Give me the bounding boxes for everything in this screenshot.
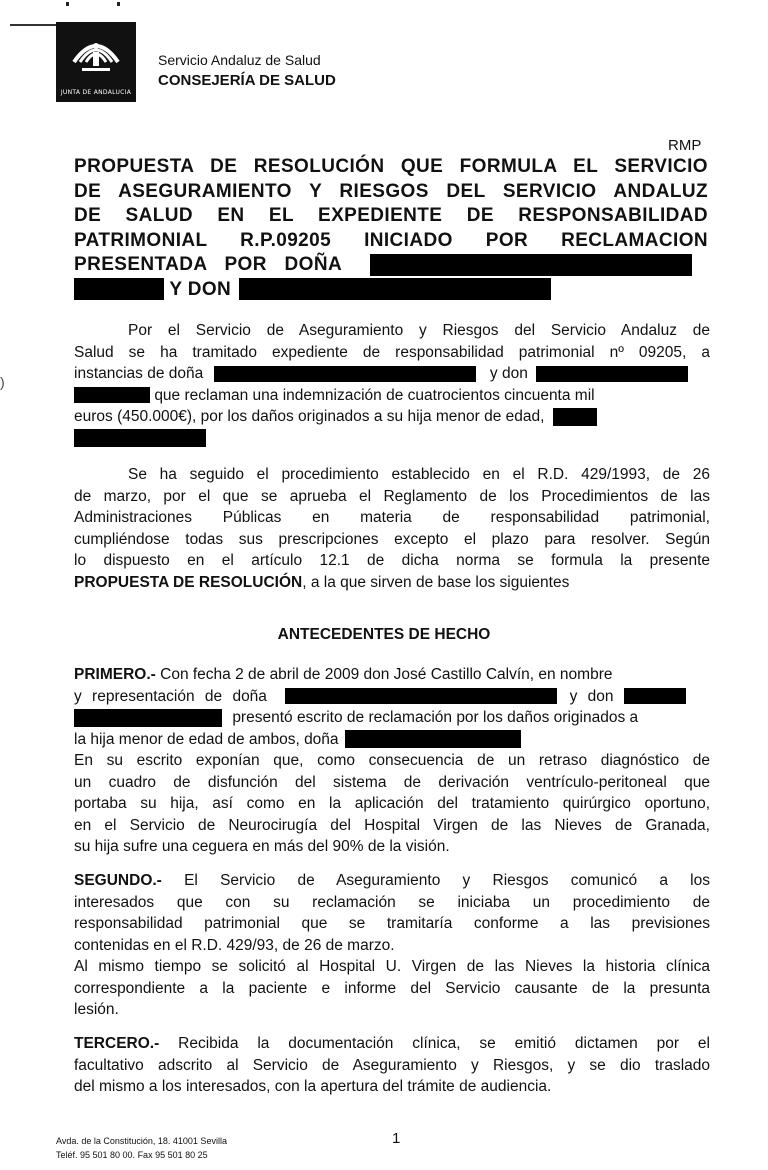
text-line — [74, 707, 710, 729]
text-fragment: la hija menor de edad de ambos, doña — [74, 730, 339, 748]
text-fragment: presentó escrito de reclamación por los daños originados a — [232, 709, 639, 726]
redacted-block — [239, 278, 551, 300]
reference-code: RMP — [668, 137, 702, 154]
text-line — [74, 870, 710, 892]
text-line — [74, 572, 710, 594]
text-line: interesados que con su reclamación se iniciaba un procedimiento de — [74, 893, 710, 911]
tercero-paragraph — [74, 1033, 710, 1098]
scan-artifact: ) — [0, 374, 5, 390]
junta-andalucia-logo — [56, 22, 136, 102]
text-line: Por el Servicio de Aseguramiento y Riesgos del Servicio Andaluz de — [128, 322, 710, 339]
segundo-paragraph — [74, 870, 710, 1021]
title-line — [74, 278, 708, 303]
text-fragment: Con fecha 2 de abril de 2009 don José Castillo Calvín, en nombre — [160, 666, 613, 683]
text-line: portaba su hija, así como en la aplicación del tratamiento quirúrgico oportuno, — [74, 795, 710, 812]
org-name: Servicio Andaluz de Salud — [158, 52, 321, 68]
redacted-block — [345, 730, 521, 748]
text-line: facultativo adscrito al Servicio de Aseguramiento y Riesgos, y se dio traslado — [74, 1056, 710, 1074]
page-number: 1 — [392, 1130, 401, 1147]
title-text: Y DON — [169, 278, 232, 300]
text-line: cumpliéndose todas sus prescripciones excepto el plazo para resolver. Según — [74, 530, 710, 548]
scan-artifact — [117, 2, 120, 6]
item-label: PRIMERO.- — [74, 666, 156, 683]
title-line: PATRIMONIAL R.P.09205 INICIADO POR RECLAMACION — [74, 229, 708, 251]
text-line: su hija sufre una ceguera en más del 90% de la visión. — [74, 838, 450, 855]
text-line: Administraciones Públicas en materia de responsabilidad patrimonial, — [74, 509, 710, 526]
text-fragment: Recibida la documentación clínica, se emitió dictamen por el — [178, 1035, 710, 1052]
emblem-icon — [56, 22, 136, 88]
text-fragment: El Servicio de Aseguramiento y Riesgos comunicó a los — [184, 872, 710, 889]
scan-artifact — [66, 2, 69, 6]
logo-caption: JUNTA DE ANDALUCIA — [60, 89, 132, 96]
document-title — [74, 155, 708, 302]
title-line: DE SALUD EN EL EXPEDIENTE DE RESPONSABILIDAD — [74, 205, 708, 226]
redacted-block — [536, 366, 688, 382]
text-fragment: , a la que sirven de base los siguientes — [302, 573, 570, 591]
text-line: un cuadro de disfunción del sistema de derivación ventrículo-peritoneal que — [74, 773, 710, 791]
text-line — [74, 406, 710, 428]
title-line: PROPUESTA DE RESOLUCIÓN QUE FORMULA EL SERVICIO — [74, 156, 708, 177]
text-fragment: que reclaman una indemnización de cuatrocientos cincuenta mil — [154, 386, 595, 404]
redacted-block — [74, 278, 164, 300]
text-line: en el Servicio de Neurocirugía del Hospital Virgen de las Nieves de Granada, — [74, 816, 710, 834]
text-line — [74, 664, 710, 686]
redacted-block — [553, 408, 597, 426]
text-line: lesión. — [74, 1001, 119, 1018]
text-fragment: euros (450.000€), por los daños originados a su hija menor de edad, — [74, 408, 545, 425]
scan-artifact — [10, 24, 58, 26]
text-line: correspondiente a la paciente e informe del Servicio causante de la presunta — [74, 979, 710, 997]
text-line: contenidas en el R.D. 429/93, de 26 de marzo. — [74, 936, 395, 954]
title-text: PRESENTADA POR DOÑA — [74, 254, 343, 275]
text-line — [74, 686, 710, 708]
text-fragment: y representación de doña — [74, 687, 267, 705]
item-label: TERCERO.- — [74, 1035, 160, 1052]
text-line: Se ha seguido el procedimiento establecido en el R.D. 429/1993, de 26 — [128, 466, 710, 483]
text-line: responsabilidad patrimonial que se tramitaría conforme a las previsiones — [74, 915, 710, 932]
redacted-block — [370, 254, 692, 276]
title-line — [74, 253, 708, 278]
text-line — [74, 363, 710, 385]
text-line: del mismo a los interesados, con la apertura del trámite de audiencia. — [74, 1078, 552, 1095]
title-line: DE ASEGURAMIENTO Y RIESGOS DEL SERVICIO ANDALUZ — [74, 180, 708, 202]
redacted-block — [74, 387, 150, 403]
text-fragment: y don — [569, 687, 614, 705]
redacted-block — [214, 366, 476, 382]
footer-address: Avda. de la Constitución, 18. 41001 Sevilla — [56, 1136, 227, 1146]
text-line: de marzo, por el que se aprueba el Reglamento de los Procedimientos de las — [74, 487, 710, 505]
text-line: Salud se ha tramitado expediente de responsabilidad patrimonial nº 09205, a — [74, 343, 710, 361]
text-fragment: y don — [489, 365, 528, 382]
redacted-block — [624, 688, 686, 704]
primero-paragraph — [74, 664, 710, 858]
text-line: En su escrito exponían que, como consecuencia de un retraso diagnóstico de — [74, 752, 710, 769]
text-line — [74, 428, 710, 450]
intro-paragraph — [74, 320, 710, 449]
text-line: Al mismo tiempo se solicitó al Hospital U. Virgen de las Nieves la historia clínica — [74, 958, 710, 975]
footer-phone: Teléf. 95 501 80 00. Fax 95 501 80 25 — [56, 1150, 208, 1160]
redacted-block — [74, 429, 206, 447]
text-line: lo dispuesto en el artículo 12.1 de dicha norma se formula la presente — [74, 552, 710, 569]
item-label: SEGUNDO.- — [74, 872, 162, 889]
text-line — [74, 729, 710, 751]
section-heading: ANTECEDENTES DE HECHO — [277, 626, 491, 643]
redacted-block — [285, 688, 557, 704]
org-department: CONSEJERÍA DE SALUD — [158, 72, 336, 89]
bold-fragment: PROPUESTA DE RESOLUCIÓN — [74, 573, 303, 591]
procedure-paragraph — [74, 464, 710, 593]
text-fragment: instancias de doña — [74, 365, 204, 382]
text-line — [74, 385, 710, 407]
redacted-block — [74, 709, 222, 727]
text-line — [74, 1033, 710, 1055]
